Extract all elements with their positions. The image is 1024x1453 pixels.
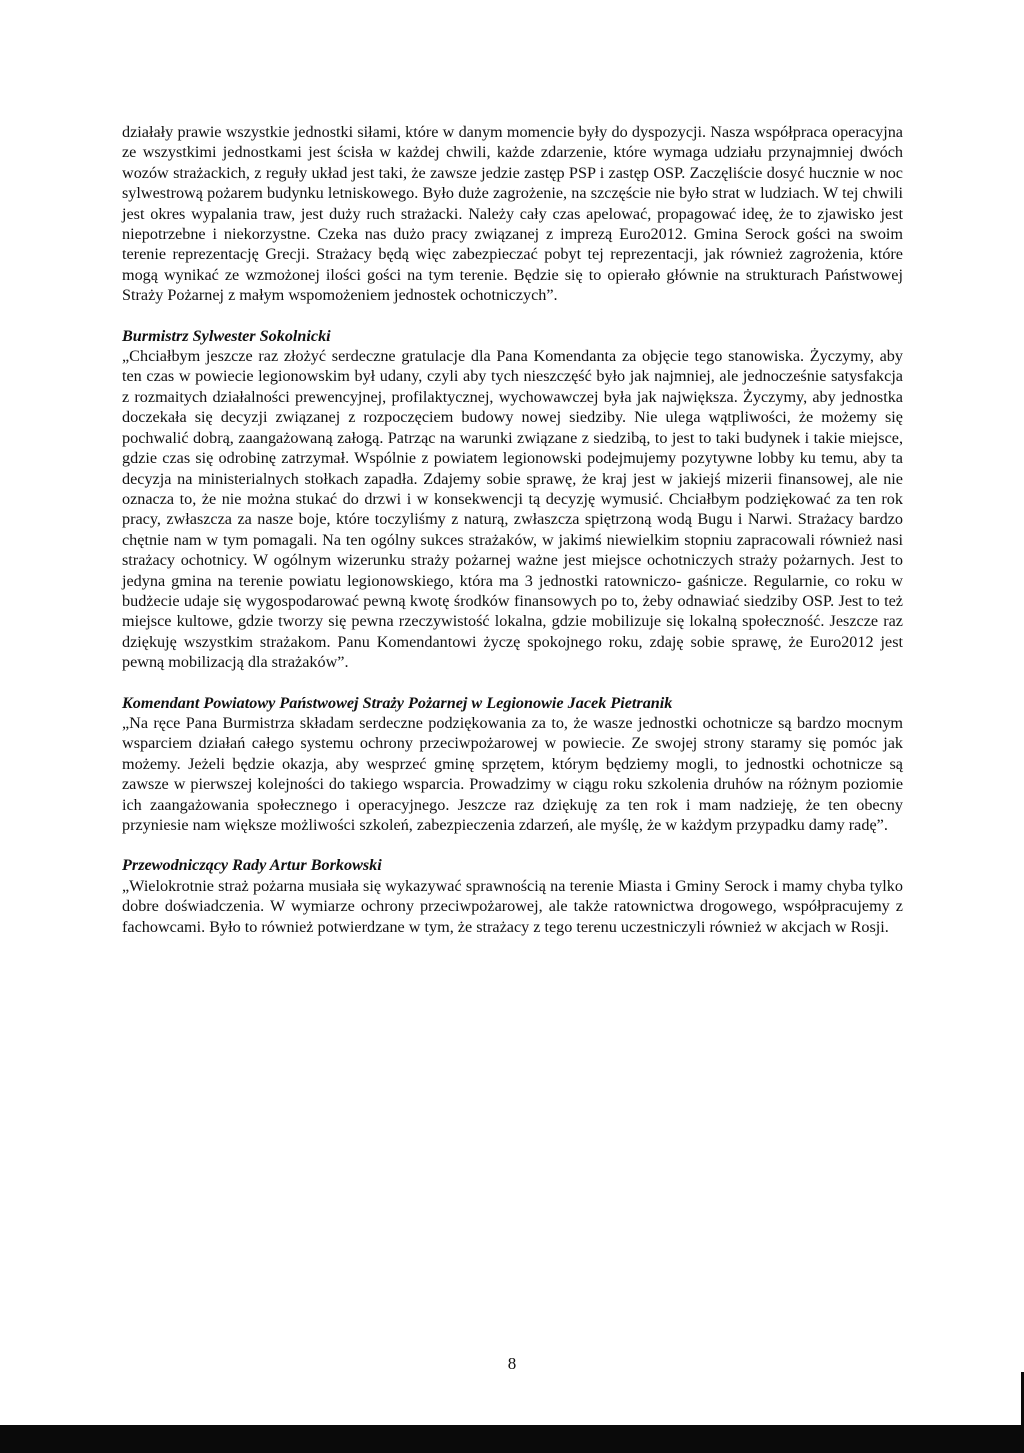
speaker-section-council-chair: [122, 855, 903, 937]
speaker-section-commander: [122, 693, 903, 836]
speaker-name: Komendant Powiatowy Państwowej Straży Pożarnej w Legionowie Jacek Pietranik: [122, 693, 673, 712]
section-spacer: [122, 673, 903, 693]
section-spacer: [122, 306, 903, 326]
speaker-statement: „Na ręce Pana Burmistrza składam serdeczne podziękowania za to, że wasze jednostki ochotnicze są bardzo mocnym wsparciem działań całego systemu ochrony przeciwpożarowej w powiecie. Ze swojej strony staramy się pomóc jak możemy. Jeżeli będzie okazja, aby wesprzeć gminę sprzętem, którym będziemy mogli, to jednostki ochotnicze są zawsze w pierwszej kolejności do takiego wsparcia. Prowadzimy w ciągu roku szkolenia druhów na różnym poziomie ich zaangażowania społecznego i operacyjnego. Jeszcze raz dziękuję za ten rok i mam nadzieję, że ten obecny przyniesie nam większe możliwości szkoleń, zabezpieczenia zdarzeń, ale myślę, że w każdym przypadku damy radę”.: [122, 713, 903, 834]
speaker-name: Przewodniczący Rady Artur Borkowski: [122, 856, 382, 875]
speaker-statement: „Chciałbym jeszcze raz złożyć serdeczne gratulacje dla Pana Komendanta za objęcie tego stanowiska. Życzymy, aby ten czas w powiecie legionowskim był udany, czyli aby tych nieszczęść było jak najmniej, ale jednocześnie satysfakcja z rozmaitych działalności prewencyjnej, profilaktycznej, wychowawczej była jak największa. Życzymy, aby jednostka doczekała się decyzji związanej z rozpoczęciem budowy nowej siedziby. Nie ulega wątpliwości, że możemy się pochwalić dobrą, zaangażowaną załogą. Patrząc na warunki związane z siedzibą, to jest to taki budynek i takie miejsce, gdzie czas się odrobinę zatrzymał. Wspólnie z powiatem legionowski podejmujemy pozytywne lobby ku temu, aby ta decyzja na ministerialnych stołkach zapadła. Zdajemy sobie sprawę, że kraj jest w jakiejś mizerii finansowej, ale nie oznacza to, że nie można stukać do drzwi i w konsekwencji tą decyzję wymusić. Chciałbym podziękować za ten rok pracy, zwłaszcza za nasze boje, które toczyliśmy z naturą, zwłaszcza spiętrzoną wodą Bugu i Narwi. Strażacy bardzo chętnie nam w tym pomagali. Na ten ogólny sukces strażaków, w jakimś niewielkim stopniu zapracowali również nasi strażacy ochotnicy. W ogólnym wizerunku straży pożarnej ważne jest miejsce ochotniczych straży pożarnych. Jest to jedyna gmina na terenie powiatu legionowskiego, która ma 3 jednostki ratowniczo- gaśnicze. Regularnie, co roku w budżecie udaje się wygospodarować pewną kwotę środków finansowych po to, żeby odnawiać siedziby OSP. Jest to też miejsce kultowe, gdzie tworzy się pewna rzeczywistość lokalna, gdzie mobilizuje się lokalną społeczność. Jeszcze raz dziękuję wszystkim strażakom. Panu Komendantowi życzę spokojnego roku, zdaję sobie sprawę, że Euro2012 jest pewną mobilizacją dla strażaków”.: [122, 347, 903, 672]
scan-bottom-bar: [0, 1425, 1024, 1453]
speaker-section-mayor: [122, 326, 903, 673]
intro-paragraph: działały prawie wszystkie jednostki siłami, które w danym momencie były do dyspozycji. Nasza współpraca operacyjna ze wszystkimi jednostkami jest ścisła w każdej chwili, każde zdarzenie, które wymaga udziału przynajmniej dwóch wozów strażackich, z reguły układ jest taki, że zawsze jedzie zastęp PSP i zastęp OSP. Zaczęliście dosyć hucznie w noc sylwestrową pożarem budynku letniskowego. Było duże zagrożenie, na szczęście nie było strat w ludziach. W tej chwili jest okres wypalania traw, jest duży ruch strażacki. Należy cały czas apelować, propagować ideę, że to zjawisko jest niepotrzebne i niekorzystne. Czeka nas dużo pracy związanej z imprezą Euro2012. Gmina Serock gości na swoim terenie reprezentację Grecji. Strażacy będą więc zabezpieczać pobyt tej reprezentacji, jak również zagrożenia, które mogą wynikać ze wzmożonej ilości gości na tym terenie. Będzie się to opierało głównie na strukturach Państwowej Straży Pożarnej z małym wspomożeniem jednostek ochotniczych”.: [122, 123, 903, 305]
section-spacer: [122, 835, 903, 855]
speaker-statement: „Wielokrotnie straż pożarna musiała się wykazywać sprawnością na terenie Miasta i Gminy Serock i mamy chyba tylko dobre doświadczenia. W wymiarze ochrony przeciwpożarowej, ale także ratownictwa drogowego, współpracujemy z fachowcami. Było to również potwierdzane w tym, że strażacy z tego terenu uczestniczyli również w akcjach w Rosji.: [122, 876, 903, 936]
page-number: 8: [507, 1354, 517, 1373]
speaker-name: Burmistrz Sylwester Sokolnicki: [122, 326, 331, 345]
document-page: [122, 122, 903, 937]
